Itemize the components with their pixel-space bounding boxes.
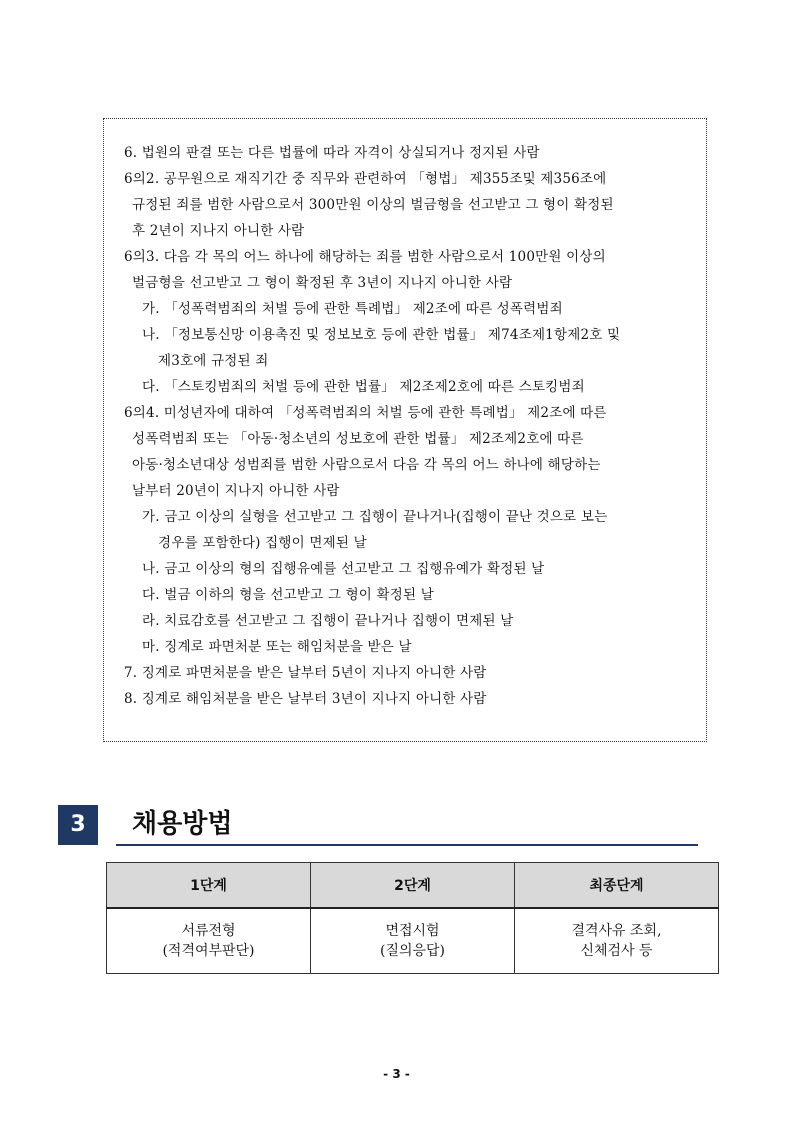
cell-line: (질의응답) — [379, 943, 446, 959]
text-line: 7. 징계로 파면처분을 받은 날부터 5년이 지나지 아니한 사람 — [124, 665, 487, 681]
cell-line: (적격여부판단) — [162, 943, 255, 959]
text-line: 6의2. 공무원으로 재직기간 중 직무와 관련하여 「형법」 제355조및 제356조에 — [124, 171, 607, 187]
recruitment-steps-table — [106, 862, 719, 974]
section-divider — [116, 844, 698, 846]
disqualification-box — [103, 118, 707, 742]
text-line: 경우를 포함한다) 집행이 면제된 날 — [158, 535, 367, 551]
section-title: 채용방법 — [132, 809, 233, 839]
text-line: 6. 법원의 판결 또는 다른 법률에 따라 자격이 상실되거나 정지된 사람 — [124, 145, 540, 161]
cell-step-2 — [311, 908, 515, 974]
cell-line: 결격사유 조회, — [571, 923, 662, 939]
cell-step-1 — [107, 908, 311, 974]
table-header-row — [107, 863, 719, 909]
text-line: 날부터 20년이 지나지 아니한 사람 — [132, 483, 340, 499]
text-line: 6의4. 미성년자에 대하여 「성폭력범죄의 처벌 등에 관한 특례법」 제2조에 따른 — [124, 405, 607, 421]
text-line: 6의3. 다음 각 목의 어느 하나에 해당하는 죄를 범한 사람으로서 100만원 이상의 — [124, 249, 606, 265]
text-line: 나. 금고 이상의 형의 집행유예를 선고받고 그 집행유예가 확정된 날 — [142, 561, 545, 577]
cell-line: 신체검사 등 — [580, 943, 653, 959]
text-line: 다. 「스토킹범죄의 처벌 등에 관한 법률」 제2조제2호에 따른 스토킹범죄 — [142, 379, 585, 395]
header-final-step: 최종단계 — [515, 863, 719, 909]
table-row — [107, 908, 719, 974]
text-line: 가. 금고 이상의 실형을 선고받고 그 집행이 끝나거나(집행이 끝난 것으로 보는 — [142, 509, 608, 525]
text-line: 벌금형을 선고받고 그 형이 확정된 후 3년이 지나지 아니한 사람 — [132, 275, 513, 291]
page-number: - 3 - — [383, 1067, 410, 1081]
cell-final-step — [515, 908, 719, 974]
text-line: 라. 치료감호를 선고받고 그 집행이 끝나거나 집행이 면제된 날 — [142, 613, 514, 629]
cell-line: 서류전형 — [181, 923, 236, 939]
header-step-1: 1단계 — [107, 863, 311, 909]
text-line: 성폭력범죄 또는 「아동·청소년의 성보호에 관한 법률」 제2조제2호에 따른 — [132, 431, 584, 447]
text-line: 아동·청소년대상 성범죄를 범한 사람으로서 다음 각 목의 어느 하나에 해당하는 — [132, 457, 601, 473]
text-line: 나. 「정보통신망 이용촉진 및 정보보호 등에 관한 법률」 제74조제1항제2호 및 — [142, 327, 621, 343]
text-line: 제3호에 규정된 죄 — [158, 353, 269, 369]
section-number-badge: 3 — [58, 805, 98, 845]
header-step-2: 2단계 — [311, 863, 515, 909]
text-line: 규정된 죄를 범한 사람으로서 300만원 이상의 벌금형을 선고받고 그 형이 확정된 — [132, 197, 614, 213]
text-line: 가. 「성폭력범죄의 처벌 등에 관한 특례법」 제2조에 따른 성폭력범죄 — [142, 301, 563, 317]
text-line: 다. 벌금 이하의 형을 선고받고 그 형이 확정된 날 — [142, 587, 434, 603]
text-line: 마. 징계로 파면처분 또는 해임처분을 받은 날 — [142, 639, 412, 655]
cell-line: 면접시험 — [385, 923, 440, 939]
text-line: 8. 징계로 해임처분을 받은 날부터 3년이 지나지 아니한 사람 — [124, 691, 487, 707]
text-line: 후 2년이 지나지 아니한 사람 — [132, 223, 305, 239]
